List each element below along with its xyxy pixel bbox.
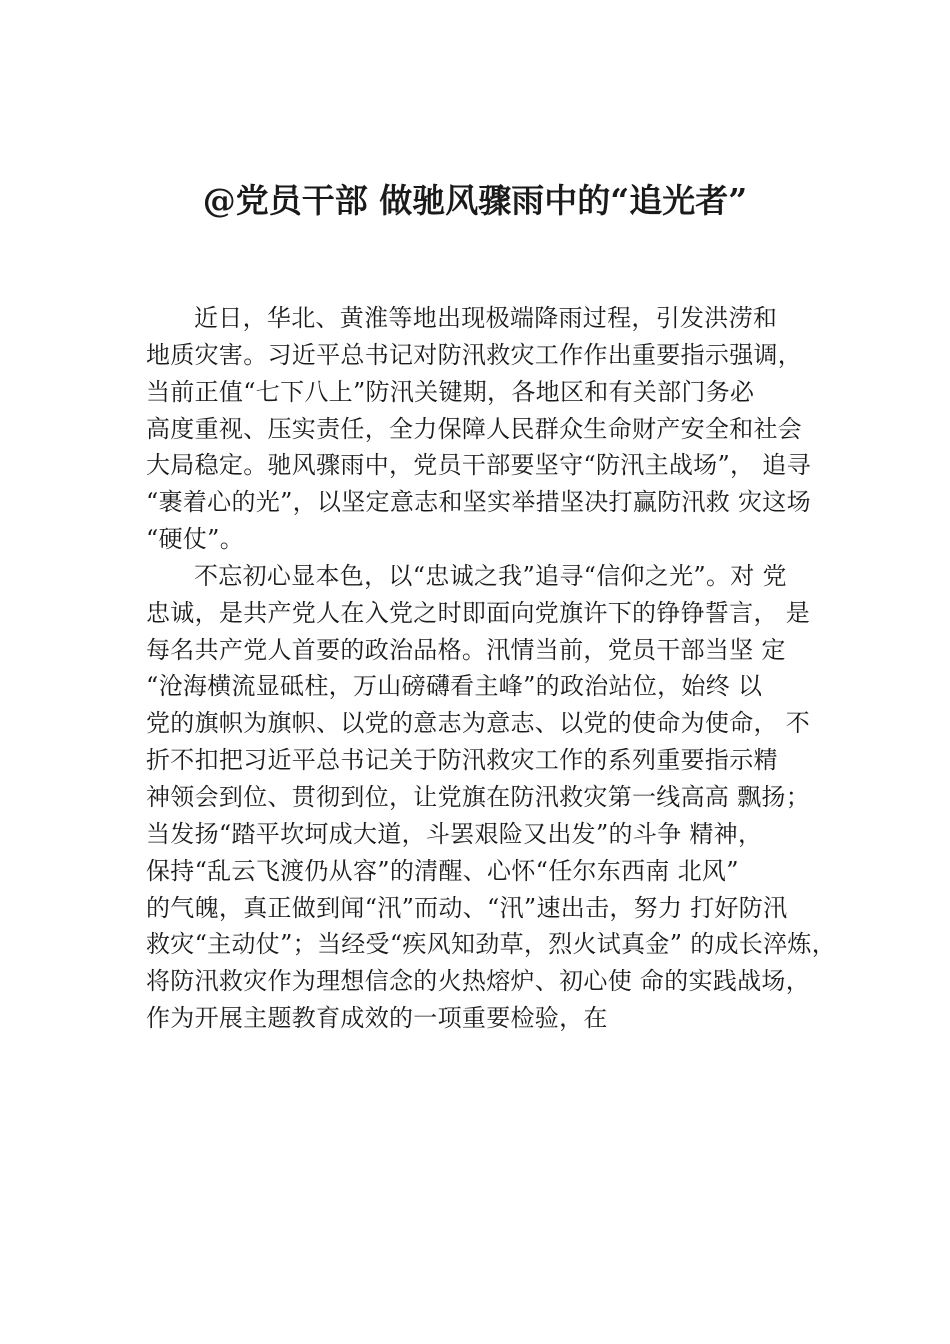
paragraph-line: 折不扣把习近平总书记关于防汛救灾工作的系列重要指示精 (146, 746, 778, 775)
paragraph-line: 救灾“主动仗”；当经受“疾风知劲草，烈火试真金” 的成长淬炼， (146, 930, 837, 959)
paragraph-line: 保持“乱云飞渡仍从容”的清醒、心怀“任尔东西南 北风” (146, 856, 739, 885)
document-title: @党员干部 做驰风骤雨中的“追光者” (202, 181, 748, 220)
paragraph-line: 每名共产党人首要的政治品格。汛情当前，党员干部当坚 定 (146, 635, 786, 664)
paragraph-line: “裹着心的光”，以坚定意志和坚实举措坚决打赢防汛救 灾这场 (146, 488, 811, 517)
paragraph-line: 不忘初心显本色，以“忠诚之我”追寻“信仰之光”。对 党 (194, 561, 787, 590)
paragraph-line: “硬仗”。 (146, 525, 245, 554)
paragraph-line: 忠诚，是共产党人在入党之时即面向党旗许下的铮铮誓言， 是 (146, 598, 811, 627)
paragraph-line: 作为开展主题教育成效的一项重要检验，在 (146, 1004, 608, 1033)
paragraph-line: 的气魄，真正做到闻“汛”而动、“汛”速出击，努力 打好防汛 (146, 893, 788, 922)
paragraph-line: 神领会到位、贯彻到位，让党旗在防汛救灾第一线高高 飘扬； (146, 782, 811, 811)
paragraph-line: 地质灾害。习近平总书记对防汛救灾工作作出重要指示强调， (146, 340, 803, 369)
paragraph-line: 党的旗帜为旗帜、以党的意志为意志、以党的使命为使命， 不 (146, 709, 811, 738)
paragraph-line: 大局稳定。驰风骤雨中，党员干部要坚守“防汛主战场”， 追寻 (146, 451, 811, 480)
paragraph-line: 当前正值“七下八上”防汛关键期，各地区和有关部门务必 (146, 377, 755, 406)
paragraph-line: “沧海横流显砥柱，万山磅礴看主峰”的政治站位，始终 以 (146, 672, 763, 701)
paragraph-line: 高度重视、压实责任，全力保障人民群众生命财产安全和社会 (146, 414, 803, 443)
paragraph-line: 将防汛救灾作为理想信念的火热熔炉、初心使 命的实践战场， (146, 967, 811, 996)
paragraph-line: 近日，华北、黄淮等地出现极端降雨过程，引发洪涝和 (194, 304, 778, 332)
document-body (146, 300, 846, 1037)
paragraph-line: 当发扬“踏平坎坷成大道，斗罢艰险又出发”的斗争 精神， (146, 819, 763, 848)
